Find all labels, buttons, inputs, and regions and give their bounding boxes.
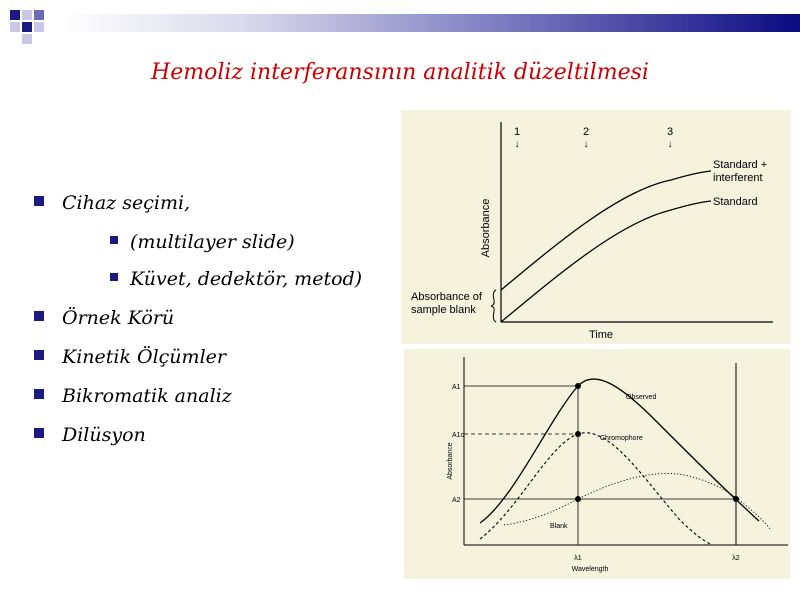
corner-square [22,10,32,20]
curve-blank [504,473,770,529]
x-tick-label: λ2 [732,555,740,562]
curve-label: Blank [550,523,568,530]
marker-label: 2 [582,126,590,138]
corner-square [22,34,32,44]
curve-label: Chromophore [600,435,643,442]
bullet-marker [34,350,44,360]
point [733,496,739,502]
bullet-marker [110,236,118,244]
arrow-down-icon: ↓ [583,139,589,150]
header-bar [60,14,800,32]
y-tick-label: A1c [452,432,465,439]
bullet-item: Dilüsyon [62,424,146,446]
bullet-item: Kinetik Ölçümler [62,346,226,368]
corner-square [34,22,44,32]
x-axis-label: Wavelength [571,566,609,573]
corner-square [10,22,20,32]
arrow-down-icon: ↓ [514,139,520,150]
bullet-marker [110,273,118,281]
absorbance-wavelength-figure [404,349,790,579]
marker-label: 3 [666,126,674,138]
bullet-item: Örnek Körü [62,307,175,329]
point [575,383,581,389]
bullet-marker [34,428,44,438]
curve-chromophore [480,433,712,545]
bullet-item: Cihaz seçimi, [62,192,191,214]
note-label: sample blank [411,304,476,316]
x-axis-label: Time [588,329,614,341]
curve-observed [480,379,759,523]
bullet-marker [34,311,44,321]
point [575,431,581,437]
y-tick-label: A1 [452,384,461,391]
curve-standard-interferent [501,171,711,290]
y-axis-label: Absorbance [480,198,492,258]
y-axis-label: Absorbance [447,442,454,480]
arrow-down-icon: ↓ [667,139,673,150]
corner-square [10,10,20,20]
curve-standard [501,201,711,322]
brace [491,290,496,322]
series-label: Standard + [713,159,768,171]
absorbance-time-figure [401,110,791,344]
bullet-item: Küvet, dedektör, metod) [130,268,363,290]
point [575,496,581,502]
slide-title: Hemoliz interferansının analitik düzeltilmesi [151,60,649,85]
bullet-marker [34,196,44,206]
y-tick-label: A2 [452,497,461,504]
x-tick-label: λ1 [574,555,582,562]
corner-square [22,22,32,32]
bullet-item: (multilayer slide) [130,231,295,253]
bullet-item: Bikromatik analiz [62,385,232,407]
curve-label: Observed [626,394,657,401]
series-label: interferent [713,172,763,184]
corner-square [34,10,44,20]
series-label: Standard [713,196,758,208]
note-label: Absorbance of [411,291,482,303]
bullet-marker [34,389,44,399]
marker-label: 1 [513,126,521,138]
